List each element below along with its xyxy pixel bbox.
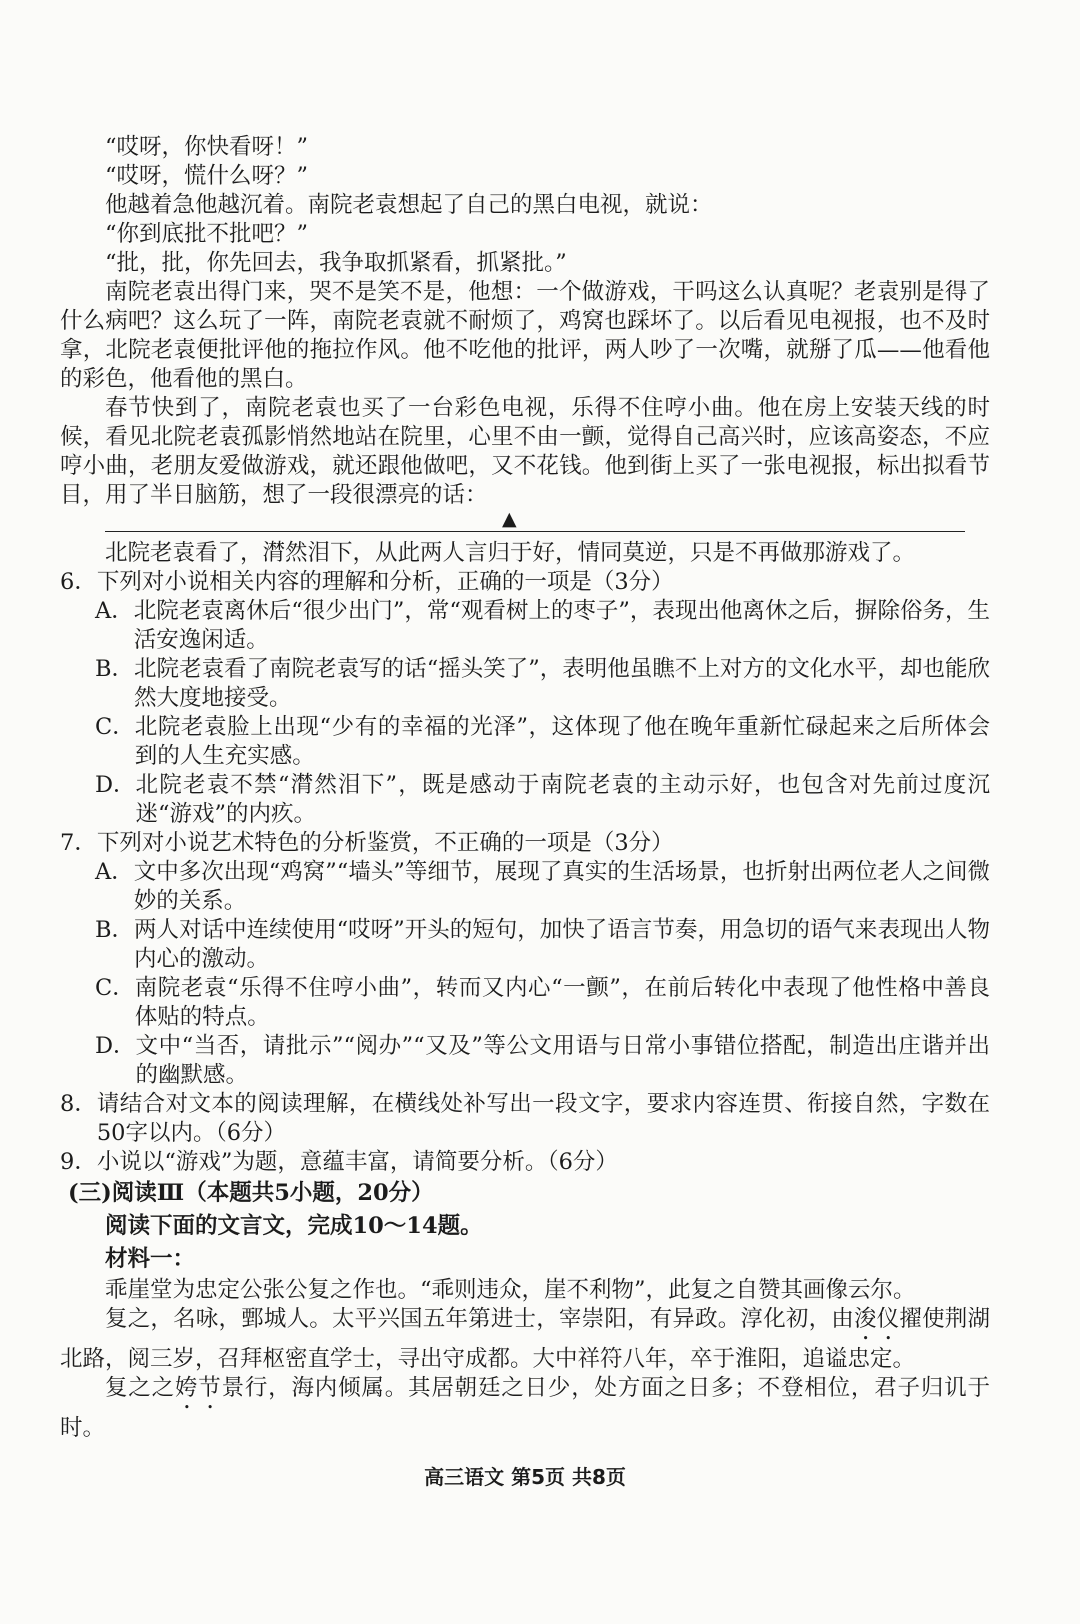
option-d — [95, 771, 990, 829]
option-c — [95, 713, 990, 771]
story-paragraph: 春节快到了，南院老袁也买了一台彩色电视，乐得不住哼小曲。他在房上安装天线的时候，看见北院老袁孤影悄然地站在院里，心里不由一颤，觉得自己高兴时，应该高姿态，不应哼小曲，老朋友爱做游戏，就还跟他做吧，又不花钱。他到街上买了一张电视报，标出拟看节目，用了半日脑筋，想了一段很漂亮的话： — [60, 395, 990, 508]
option-d — [95, 1032, 990, 1090]
option-a — [95, 597, 990, 655]
option-a — [95, 858, 990, 916]
triangle-marker-icon: ▲ — [502, 508, 517, 530]
option-label: B． — [95, 917, 135, 943]
question-number: 6． — [60, 569, 97, 595]
dialogue-line: “哎呀，你快看呀！” — [105, 134, 309, 160]
blank-underline — [105, 531, 965, 532]
option-b — [95, 916, 990, 974]
fill-in-blank-line — [60, 510, 990, 539]
option-text: 北院老袁不禁“潸然泪下”，既是感动于南院老袁的主动示好，也包含对先前过度沉迷“游戏”的内疚。 — [135, 772, 990, 827]
classical-paragraph — [60, 1374, 990, 1443]
story-paragraph: 南院老袁出得门来，哭不是笑不是，他想：一个做游戏，干吗这么认真呢？老袁别是得了什么病吧？这么玩了一阵，南院老袁就不耐烦了，鸡窝也踩坏了。以后看见电视报，也不及时拿，北院老袁便批评他的拖拉作风。他不吃他的批评，两人吵了一次嘴，就掰了瓜——他看他的彩色，他看他的黑白。 — [60, 279, 990, 392]
text-segment: 擢使荆湖北路，阅三岁，召拜枢密直学士，寻出守成都。大中祥符八年，卒于淮阳，追谥忠定。 — [60, 1306, 990, 1372]
option-label: A． — [95, 859, 134, 885]
option-text: 两人对话中连续使用“哎呀”开头的短句，加快了语言节奏，用急切的语气来表现出人物内心的激动。 — [134, 917, 990, 972]
story-closing: 北院老袁看了，潸然泪下，从此两人言归于好，情同莫逆，只是不再做那游戏了。 — [105, 540, 916, 566]
classical-paragraph — [60, 1305, 990, 1374]
question-stem: 小说以“游戏”为题，意蕴丰富，请简要分析。（6分） — [96, 1149, 618, 1175]
dialogue-line: “哎呀，慌什么呀？” — [105, 163, 309, 189]
question-7 — [60, 829, 990, 858]
question-number: 7． — [60, 830, 97, 856]
option-c — [95, 974, 990, 1032]
page-footer: 高三语文 第5页 共8页 — [424, 1465, 626, 1489]
classical-paragraph: 乖崖堂为忠定公张公复之作也。“乖则违众，崖不利物”，此复之自赞其画像云尔。 — [105, 1277, 916, 1303]
question-stem: 请结合对文本的阅读理解，在横线处补写出一段文字，要求内容连贯、衔接自然，字数在50字以内。（6分） — [96, 1091, 990, 1146]
question-number: 9． — [60, 1149, 97, 1175]
option-label: C． — [95, 714, 135, 740]
dialogue-line: “你到底批不批吧？” — [105, 221, 309, 247]
text-segment: 景行，海内倾属。其居朝廷之日少，处方面之日多；不登相位，君子归讥于时。 — [60, 1375, 990, 1441]
option-label: A． — [95, 598, 134, 624]
emphasized-term: 姱节 — [174, 1375, 222, 1401]
option-text: 南院老袁“乐得不住哼小曲”，转而又内心“一颤”，在前后转化中表现了他性格中善良体贴的特点。 — [134, 975, 990, 1030]
option-text: 文中多次出现“鸡窝”“墙头”等细节，展现了真实的生活场景，也折射出两位老人之间微妙的关系。 — [133, 859, 990, 914]
option-text: 北院老袁脸上出现“少有的幸福的光泽”，这体现了他在晚年重新忙碌起来之后所体会到的人生充实感。 — [134, 714, 990, 769]
question-6 — [60, 568, 990, 597]
emphasized-term: 浚仪 — [853, 1306, 900, 1332]
question-8 — [60, 1090, 990, 1148]
question-stem: 下列对小说相关内容的理解和分析，正确的一项是（3分） — [96, 569, 674, 595]
question-number: 8． — [60, 1091, 97, 1117]
material-label: 材料一： — [105, 1246, 196, 1272]
option-label: C． — [95, 975, 135, 1001]
dialogue-line: “批，批，你先回去，我争取抓紧看，抓紧批。” — [105, 250, 567, 276]
narration-line: 他越着急他越沉着。南院老袁想起了自己的黑白电视，就说： — [105, 192, 713, 218]
option-label: D． — [95, 772, 136, 798]
section-instruction: 阅读下面的文言文，完成10～14题。 — [105, 1213, 483, 1239]
question-9 — [60, 1148, 990, 1177]
text-segment: 复之，名咏，鄄城人。太平兴国五年第进士，宰崇阳，有异政。淳化初，由 — [105, 1306, 854, 1332]
option-text: 北院老袁看了南院老袁写的话“摇头笑了”，表明他虽瞧不上对方的文化水平，却也能欣然大度地接受。 — [134, 656, 990, 711]
text-segment: 复之之 — [105, 1375, 175, 1401]
option-label: B． — [95, 656, 135, 682]
option-b — [95, 655, 990, 713]
page-content — [60, 133, 990, 1491]
option-label: D． — [95, 1033, 136, 1059]
option-text: 文中“当否，请批示”“阅办”“又及”等公文用语与日常小事错位搭配，制造出庄谐并出的幽默感。 — [135, 1033, 990, 1088]
question-stem: 下列对小说艺术特色的分析鉴赏，不正确的一项是（3分） — [96, 830, 674, 856]
section-heading: (三)阅读Ⅲ（本题共5小题，20分） — [68, 1180, 434, 1206]
option-text: 北院老袁离休后“很少出门”，常“观看树上的枣子”，表现出他离休之后，摒除俗务，生活安逸闲适。 — [133, 598, 990, 653]
